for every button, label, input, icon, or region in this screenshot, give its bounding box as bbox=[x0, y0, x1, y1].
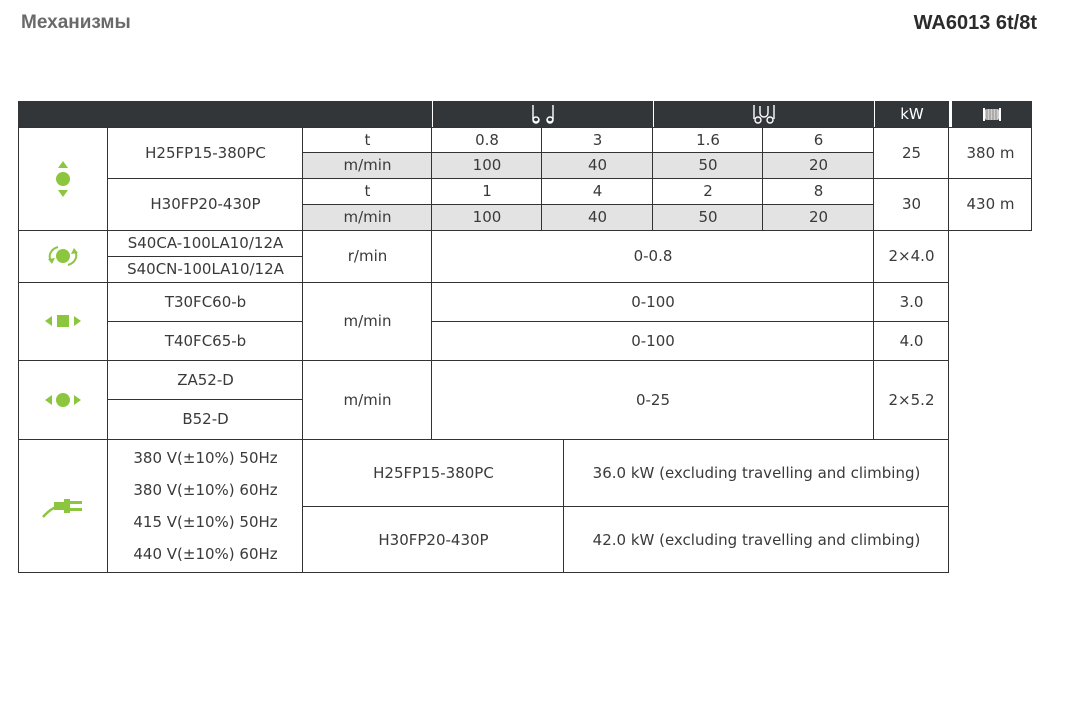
drum-icon bbox=[982, 106, 1002, 122]
hoist-1-v-2: 50 bbox=[698, 156, 718, 174]
trolley-kw-2: 4.0 bbox=[899, 331, 924, 350]
power-model-1: H25FP15-380PC bbox=[373, 463, 494, 482]
header-kw: kW bbox=[874, 101, 949, 127]
header-blank bbox=[18, 101, 432, 127]
travel-model-2: B52-D bbox=[182, 410, 229, 428]
hoist-2-t-3: 8 bbox=[813, 182, 824, 200]
hoist-1-v-0: 100 bbox=[472, 156, 502, 174]
hoist-1-v-1: 40 bbox=[587, 156, 608, 174]
grid-line bbox=[432, 321, 949, 322]
grid-line bbox=[762, 127, 763, 230]
grid-line bbox=[652, 127, 653, 230]
hoist-2-v-3: 20 bbox=[808, 208, 829, 226]
hoist-1-t-label: t bbox=[364, 130, 371, 149]
grid-line bbox=[108, 321, 303, 322]
page-title: Механизмы bbox=[21, 12, 131, 33]
grid-line bbox=[563, 439, 564, 573]
trolley-range-2: 0-100 bbox=[631, 331, 675, 350]
single-fall-icon bbox=[530, 104, 556, 124]
grid-line bbox=[541, 127, 542, 230]
travel-model-1: ZA52-D bbox=[177, 370, 234, 389]
power-voltages bbox=[108, 439, 303, 573]
trolley-model-2: T40FC65-b bbox=[164, 331, 247, 350]
slewing-model-2: S40CN-100LA10/12A bbox=[127, 260, 284, 278]
slewing-icon bbox=[18, 230, 108, 282]
hoist-2-v-1: 40 bbox=[587, 208, 608, 226]
travel-unit: m/min bbox=[343, 390, 392, 409]
travel-kw: 2×5.2 bbox=[888, 390, 935, 409]
voltage-4: 440 V(±10%) 60Hz bbox=[133, 545, 278, 563]
grid-line bbox=[108, 178, 1032, 179]
trolley-range-1: 0-100 bbox=[631, 292, 675, 311]
grid-line bbox=[18, 439, 949, 440]
hoist-2-kw: 30 bbox=[901, 195, 922, 213]
slewing-range: 0-0.8 bbox=[633, 247, 673, 265]
grid-line bbox=[873, 127, 874, 439]
hoist-2-t-0: 1 bbox=[482, 182, 492, 200]
hoist-1-v-label: m/min bbox=[343, 156, 392, 174]
header-double-fall bbox=[653, 101, 874, 127]
grid-line bbox=[1031, 127, 1032, 230]
hoist-2-t-1: 4 bbox=[592, 182, 603, 200]
hoist-1-model: H25FP15-380PC bbox=[145, 143, 266, 162]
double-fall-icon bbox=[751, 104, 777, 124]
hoist-2-v-label: m/min bbox=[343, 208, 392, 226]
voltage-2: 380 V(±10%) 60Hz bbox=[133, 481, 278, 499]
trolley-icon bbox=[18, 282, 108, 360]
grid-line bbox=[18, 127, 19, 573]
grid-line bbox=[303, 204, 874, 205]
header-single-fall bbox=[432, 101, 653, 127]
header-drum bbox=[949, 101, 1032, 127]
hoist-1-v-3: 20 bbox=[808, 156, 829, 174]
trolley-unit: m/min bbox=[343, 312, 392, 330]
hoist-2-v-0: 100 bbox=[472, 208, 502, 226]
hoist-2-height: 430 m bbox=[966, 195, 1015, 213]
hoist-1-t-3: 6 bbox=[813, 130, 824, 149]
grid-line bbox=[948, 127, 949, 573]
hoist-2-t-label: t bbox=[364, 182, 371, 200]
grid-line bbox=[431, 127, 432, 439]
hoist-mechanism-icon bbox=[18, 127, 108, 230]
model-title: WA6013 6t/8t bbox=[913, 12, 1037, 34]
power-plug-icon bbox=[18, 439, 108, 573]
grid-line bbox=[303, 152, 874, 153]
grid-line bbox=[107, 127, 108, 573]
hoist-1-t-1: 3 bbox=[592, 130, 603, 149]
travel-icon bbox=[18, 360, 108, 439]
hoist-2-v-2: 50 bbox=[698, 208, 718, 226]
grid-line bbox=[303, 506, 949, 507]
grid-line bbox=[108, 399, 303, 400]
grid-line bbox=[18, 572, 949, 573]
voltage-1: 380 V(±10%) 50Hz bbox=[133, 449, 278, 467]
hoist-2-t-2: 2 bbox=[703, 182, 713, 200]
grid-line bbox=[108, 256, 303, 257]
slewing-kw: 2×4.0 bbox=[888, 247, 935, 265]
grid-line bbox=[302, 127, 303, 573]
slewing-unit: r/min bbox=[347, 247, 388, 265]
voltage-3: 415 V(±10%) 50Hz bbox=[133, 513, 278, 531]
hoist-2-model: H30FP20-430P bbox=[150, 195, 261, 213]
grid-line bbox=[18, 127, 1032, 128]
power-desc-1: 36.0 kW (excluding travelling and climbing) bbox=[592, 463, 921, 482]
hoist-1-kw: 25 bbox=[901, 143, 922, 162]
hoist-1-height: 380 m bbox=[966, 143, 1015, 162]
travel-range: 0-25 bbox=[635, 390, 671, 409]
trolley-model-1: T30FC60-b bbox=[164, 292, 247, 311]
hoist-1-t-2: 1.6 bbox=[696, 130, 720, 149]
trolley-kw-1: 3.0 bbox=[899, 292, 924, 311]
power-desc-2: 42.0 kW (excluding travelling and climbing) bbox=[592, 530, 921, 549]
grid-line bbox=[18, 360, 949, 361]
grid-line bbox=[18, 282, 949, 283]
grid-line bbox=[18, 230, 1032, 231]
slewing-model-1: S40CA-100LA10/12A bbox=[127, 234, 284, 252]
power-model-2: H30FP20-430P bbox=[378, 530, 489, 549]
hoist-1-t-0: 0.8 bbox=[475, 130, 499, 149]
